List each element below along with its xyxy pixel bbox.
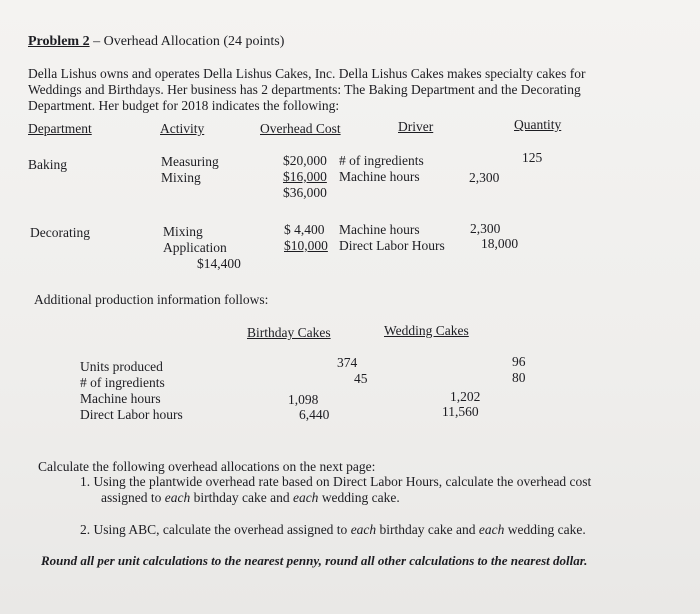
problem-title <box>28 34 284 50</box>
header-overhead-cost: Overhead Cost <box>260 121 341 136</box>
intro-line-3: Department. Her budget for 2018 indicates the following: <box>28 98 340 113</box>
baking-cost-total: $36,000 <box>283 185 327 200</box>
decorating-cost-mixing: $ 4,400 <box>284 222 325 237</box>
q2-text-a: 2. Using ABC, calculate the overhead assigned to <box>80 522 351 537</box>
decorating-quantity-machine-hours: 2,300 <box>470 221 501 236</box>
birthday-ingredients: 45 <box>354 371 368 386</box>
baking-activity-mixing: Mixing <box>161 170 201 185</box>
problem-number: Problem 2 <box>28 34 90 49</box>
q1-each-2: each <box>292 490 319 505</box>
decorating-cost-application: $10,000 <box>284 238 328 253</box>
q2-text-b: birthday cake and <box>376 522 479 537</box>
baking-driver-ingredients: # of ingredients <box>339 153 424 168</box>
baking-cost-measuring: $20,000 <box>283 153 327 168</box>
decorating-driver-machine-hours: Machine hours <box>339 222 420 237</box>
decorating-driver-labor-hours: Direct Labor Hours <box>339 238 445 253</box>
row-machine-hours: Machine hours <box>80 391 161 406</box>
header-driver: Driver <box>398 119 434 134</box>
question-2 <box>80 522 586 538</box>
header-wedding-cakes: Wedding Cakes <box>384 323 469 338</box>
birthday-labor-hours: 6,440 <box>299 407 330 422</box>
baking-quantity-machine-hours: 2,300 <box>469 170 500 185</box>
birthday-units-produced: 374 <box>337 355 358 370</box>
decorating-activity-mixing: Mixing <box>163 224 203 239</box>
header-birthday-cakes: Birthday Cakes <box>247 325 331 340</box>
header-department: Department <box>28 121 92 136</box>
wedding-labor-hours: 11,560 <box>442 404 479 419</box>
baking-driver-machine-hours: Machine hours <box>339 169 420 184</box>
baking-cost-mixing: $16,000 <box>283 169 327 184</box>
q2-each-1: each <box>350 522 377 537</box>
question-1-line-1: 1. Using the plantwide overhead rate based on Direct Labor Hours, calculate the overhead cost <box>80 474 592 489</box>
row-units-produced: Units produced <box>80 359 163 374</box>
row-direct-labor-hours: Direct Labor hours <box>80 407 183 422</box>
decorating-activity-application: Application <box>163 240 227 255</box>
baking-quantity-ingredients: 125 <box>522 150 543 165</box>
decorating-quantity-labor-hours: 18,000 <box>481 236 519 251</box>
q1-text-a: assigned to <box>101 490 165 505</box>
row-ingredients: # of ingredients <box>80 375 165 390</box>
question-1-line-2 <box>101 490 400 506</box>
problem-title-rest: – Overhead Allocation (24 points) <box>89 34 285 49</box>
intro-line-1: Della Lishus owns and operates Della Lishus Cakes, Inc. Della Lishus Cakes makes specialty cakes for <box>28 66 586 81</box>
baking-activity-measuring: Measuring <box>161 154 219 169</box>
q1-text-b: birthday cake and <box>190 490 293 505</box>
wedding-units-produced: 96 <box>512 354 526 369</box>
wedding-machine-hours: 1,202 <box>450 389 481 404</box>
intro-line-2: Weddings and Birthdays. Her business has 2 departments: The Baking Department and the Decorating <box>28 82 581 97</box>
q1-text-c: wedding cake. <box>318 490 400 505</box>
wedding-ingredients: 80 <box>512 370 526 385</box>
instructions-lead: Calculate the following overhead allocations on the next page: <box>38 459 376 474</box>
decorating-department: Decorating <box>30 225 90 240</box>
q1-each-1: each <box>164 490 191 505</box>
additional-info-heading: Additional production information follows: <box>34 292 269 307</box>
header-quantity: Quantity <box>514 117 562 132</box>
q2-text-c: wedding cake. <box>504 522 586 537</box>
q2-each-2: each <box>478 522 505 537</box>
header-activity: Activity <box>160 121 205 136</box>
baking-department: Baking <box>28 157 67 172</box>
rounding-instruction: Round all per unit calculations to the nearest penny, round all other calculations to the nearest dollar. <box>41 553 588 568</box>
decorating-cost-total: $14,400 <box>197 256 241 271</box>
birthday-machine-hours: 1,098 <box>288 392 319 407</box>
